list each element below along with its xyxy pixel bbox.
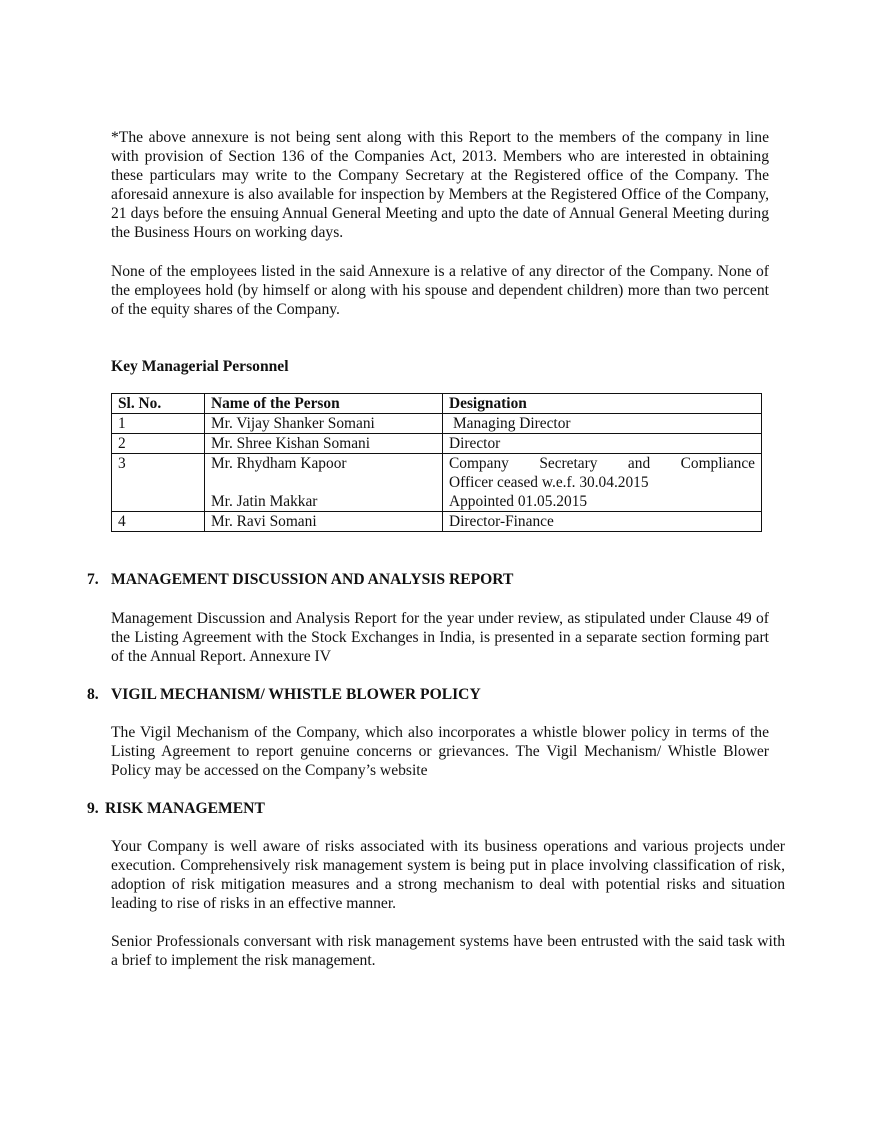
cell-designation: Managing Director: [443, 414, 762, 434]
cell-name: Mr. Shree Kishan Somani: [205, 434, 443, 454]
column-header-name: Name of the Person: [205, 394, 443, 414]
table-row: [112, 454, 762, 512]
section-heading-9: [87, 799, 265, 818]
table-header-row: [112, 394, 762, 414]
cell-name: [205, 454, 443, 512]
section-body-9: [111, 837, 785, 970]
spacer: [211, 473, 436, 492]
cell-sl-no: 3: [112, 454, 205, 512]
section-paragraph: The Vigil Mechanism of the Company, which also incorporates a whistle blower policy in terms of the Listing Agreement to report genuine concerns or grievances. The Vigil Mechanism/ Whistle Blower Policy may be accessed on the Company’s website: [111, 724, 769, 779]
annexure-note: [111, 128, 769, 242]
employees-note: [111, 262, 769, 319]
person-name: Mr. Rhydham Kapoor: [211, 455, 347, 472]
cell-sl-no: 2: [112, 434, 205, 454]
cell-sl-no: 1: [112, 414, 205, 434]
designation-line: Officer ceased w.e.f. 30.04.2015: [449, 474, 649, 491]
section-number: 9.: [87, 800, 99, 817]
column-header-sl-no: Sl. No.: [112, 394, 205, 414]
person-name: Mr. Jatin Makkar: [211, 493, 318, 510]
cell-name: Mr. Ravi Somani: [205, 512, 443, 532]
designation-line: Appointed 01.05.2015: [449, 493, 588, 510]
annexure-paragraph: *The above annexure is not being sent along with this Report to the members of the company in line with provision of Section 136 of the Companies Act, 2013. Members who are interested in obtaining these particulars may write to the Company Secretary at the Registered office of the Company. The aforesaid annexure is also available for inspection by Members at the Registered Office of the Company, 21 days before the ensuing Annual General Meeting and upto the date of Annual General Meeting during the Business Hours on working days.: [111, 129, 769, 241]
section-title: MANAGEMENT DISCUSSION AND ANALYSIS REPORT: [111, 571, 514, 588]
kmp-table: [111, 393, 762, 532]
section-heading-7: [87, 570, 513, 589]
section-body-7: [111, 609, 769, 666]
cell-designation: Director: [443, 434, 762, 454]
section-number: 7.: [87, 571, 99, 588]
section-paragraph: Your Company is well aware of risks associated with its business operations and various projects under execution. Comprehensively risk management system is being put in place involving classification of risk, adoption of risk mitigation measures and a strong mechanism to deal with potential risks and situation leading to rise of risks in an effective manner.: [111, 838, 785, 912]
cell-designation: Director-Finance: [443, 512, 762, 532]
kmp-title: Key Managerial Personnel: [111, 358, 289, 375]
cell-designation: [443, 454, 762, 512]
table-row: [112, 434, 762, 454]
cell-name: Mr. Vijay Shanker Somani: [205, 414, 443, 434]
table-row: [112, 512, 762, 532]
section-body-8: [111, 723, 769, 780]
section-paragraph: Senior Professionals conversant with risk management systems have been entrusted with the said task with a brief to implement the risk management.: [111, 933, 785, 969]
table-row: [112, 414, 762, 434]
cell-sl-no: 4: [112, 512, 205, 532]
employees-paragraph: None of the employees listed in the said Annexure is a relative of any director of the Company. None of the employees hold (by himself or along with his spouse and dependent children) more than two percent of the equity shares of the Company.: [111, 263, 769, 318]
designation-line: Company Secretary and Compliance: [449, 455, 755, 472]
section-paragraph: Management Discussion and Analysis Report for the year under review, as stipulated under Clause 49 of the Listing Agreement with the Stock Exchanges in India, is presented in a separate section forming part of the Annual Report. Annexure IV: [111, 610, 769, 665]
section-title: VIGIL MECHANISM/ WHISTLE BLOWER POLICY: [111, 686, 481, 703]
section-number: 8.: [87, 686, 99, 703]
section-title: RISK MANAGEMENT: [105, 800, 265, 817]
column-header-designation: Designation: [443, 394, 762, 414]
section-heading-8: [87, 685, 481, 704]
